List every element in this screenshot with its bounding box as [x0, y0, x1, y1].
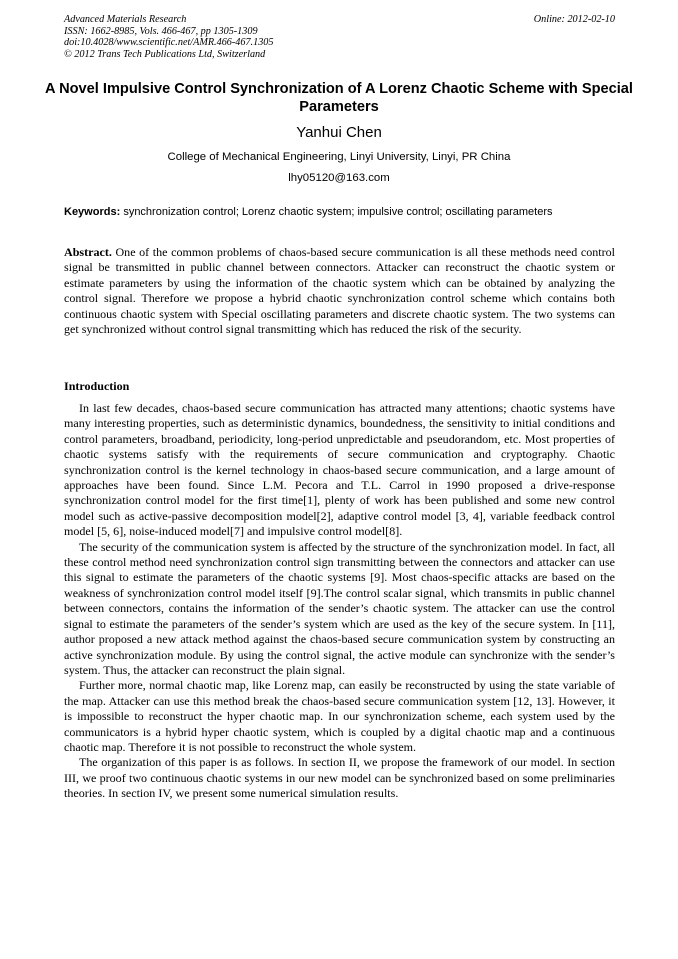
issn-line: ISSN: 1662-8985, Vols. 466-467, pp 1305-1309: [64, 25, 258, 37]
copyright-line: © 2012 Trans Tech Publications Ltd, Switzerland: [64, 48, 266, 60]
introduction-body: [64, 401, 615, 802]
section-heading-introduction: Introduction: [64, 379, 130, 393]
paragraph: The organization of this paper is as follows. In section II, we propose the framework of our model. In section III, we proof two continuous chaotic systems in our new model can be synchronized based on some preliminaries theories. In section IV, we present some numerical simulation results.: [64, 755, 615, 801]
doi-line: doi:10.4028/www.scientific.net/AMR.466-467.1305: [64, 37, 274, 49]
paragraph: Further more, normal chaotic map, like Lorenz map, can easily be reconstructed by using the state variable of the map. Attacker can use this method break the chaos-based secure communication system [12, 13]. However, it is impossible to reconstruct the hyper chaotic map. In our synchronization scheme, each system used by the communicators is a hybrid hyper chaotic system, which is coupled by a digital chaotic map and a continuous chaotic map. Therefore it is not possible to reconstruct the whole system.: [64, 678, 615, 754]
abstract: [64, 245, 615, 337]
paragraph: In last few decades, chaos-based secure communication has attracted many attentions; chaotic systems have many interesting properties, such as deterministic dynamics, boundedness, the sensitivity to initial conditions and control parameters, broadband, periodicity, long-period unpredictable and pseudorandom, etc. Most properties of chaotic systems satisfy with the requirements of secure communication and cryptography. Chaotic synchronization control is the kernel technology in chaos-based secure communication, and a large amount of approaches have been found. Since L.M. Pecora and T.L. Carrol in 1990 proposed a drive-response synchronization control model for the first time[1], plenty of work has been published and some new control model such as active-passive decomposition model[2], adaptive control model [3, 4], variable feedback control model [5, 6], noise-induced model[7] and impulsive control model[8].: [64, 401, 615, 539]
journal-name: Advanced Materials Research: [64, 14, 187, 25]
keywords-label: Keywords:: [64, 206, 121, 218]
online-date: Online: 2012-02-10: [533, 14, 615, 25]
author-affiliation: College of Mechanical Engineering, Linyi University, Linyi, PR China: [167, 151, 511, 163]
paper-title: A Novel Impulsive Control Synchronization of A Lorenz Chaotic Scheme with Special Parameters: [45, 81, 633, 115]
keywords-text: synchronization control; Lorenz chaotic system; impulsive control; oscillating parameters: [123, 206, 553, 218]
abstract-text: One of the common problems of chaos-based secure communication is all these methods need control signal be transmitted in public channel between connectors. Attacker can reconstruct the chaotic system or estimate parameters by using the information of the chaotic system which can be obtained by analyzing the control signal. Therefore we propose a hybrid chaotic synchronization control scheme which contains both continuous chaotic system with Special oscillating parameters and discrete chaotic system. The two systems can get synchronized without control signal transmitting which has reduced the risk of the security.: [64, 245, 616, 337]
paragraph: The security of the communication system is affected by the structure of the synchronization model. In fact, all these control method need synchronization control sign transmitting between the connectors and attacker can use this signal to estimate the parameters of the chaotic systems [9]. Most chaos-specific attacks are based on the weakness of synchronization control model itself [9].The control scalar signal, which transmits in public channel between connectors, contains the information of the sender’s chaotic system. The attacker can use the control signal to estimate the parameters of the sender’s system which are used as the key of the secure system. In [11], author proposed a new attack method against the chaos-based secure communication system by constructing an active synchronization module. By using the control signal, the active module can synchronize with the sender’s system. Thus, the attacker can reconstruct the plain signal.: [64, 539, 615, 677]
abstract-label: Abstract.: [64, 245, 112, 259]
author-email: lhy05120@163.com: [288, 172, 390, 184]
journal-metadata: [64, 14, 615, 60]
keywords: [64, 205, 615, 220]
author-name: Yanhui Chen: [296, 124, 382, 141]
